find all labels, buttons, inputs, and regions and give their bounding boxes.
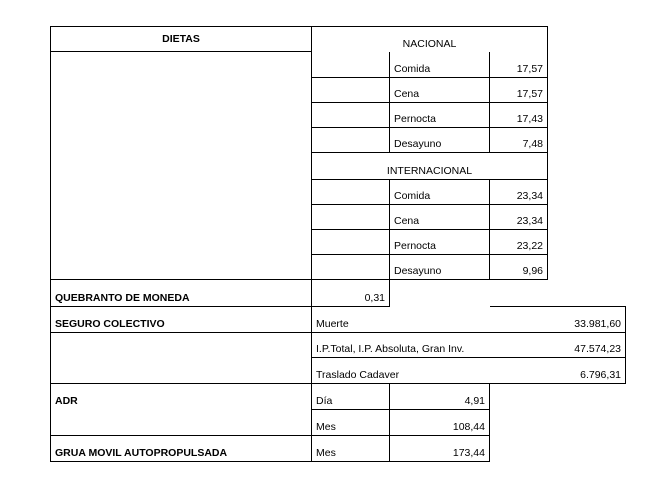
quebranto-value[interactable]: 0,31 [312, 280, 390, 307]
empty-cell[interactable] [312, 78, 390, 103]
empty-cell[interactable] [312, 128, 390, 153]
adr-value[interactable]: 108,44 [390, 410, 490, 436]
seguro-item-value[interactable]: 6.796,31 [490, 358, 626, 384]
nacional-value[interactable]: 7,48 [490, 128, 548, 153]
quebranto-label[interactable]: QUEBRANTO DE MONEDA [50, 280, 312, 307]
seguro-item-label[interactable]: I.P.Total, I.P. Absoluta, Gran Inv. [312, 333, 490, 358]
adr-period[interactable]: Día [312, 384, 390, 410]
internacional-value[interactable]: 23,34 [490, 205, 548, 230]
internacional-label[interactable]: Comida [390, 179, 490, 205]
empty-cell[interactable] [312, 255, 390, 280]
adr-label[interactable]: ADR [50, 384, 312, 436]
empty-cell[interactable] [312, 230, 390, 255]
internacional-value[interactable]: 9,96 [490, 255, 548, 280]
nacional-label[interactable]: Pernocta [390, 103, 490, 128]
grua-value[interactable]: 173,44 [390, 436, 490, 462]
seguro-item-label[interactable]: Traslado Cadaver [312, 358, 490, 384]
internacional-value[interactable]: 23,34 [490, 179, 548, 205]
empty-cell[interactable] [312, 205, 390, 230]
grua-period[interactable]: Mes [312, 436, 390, 462]
internacional-label[interactable]: Desayuno [390, 255, 490, 280]
internacional-header[interactable]: INTERNACIONAL [312, 153, 548, 179]
nacional-value[interactable]: 17,43 [490, 103, 548, 128]
nacional-label[interactable]: Comida [390, 52, 490, 78]
empty-cell[interactable] [312, 52, 390, 78]
dietas-title[interactable]: DIETAS [50, 26, 312, 52]
internacional-label[interactable]: Pernocta [390, 230, 490, 255]
nacional-label[interactable]: Desayuno [390, 128, 490, 153]
nacional-header[interactable]: NACIONAL [312, 26, 548, 52]
seguro-merged-cell[interactable] [50, 333, 312, 384]
grua-label[interactable]: GRUA MOVIL AUTOPROPULSADA [50, 436, 312, 462]
adr-value[interactable]: 4,91 [390, 384, 490, 410]
adr-period[interactable]: Mes [312, 410, 390, 436]
nacional-value[interactable]: 17,57 [490, 78, 548, 103]
seguro-label[interactable]: SEGURO COLECTIVO [50, 307, 312, 333]
internacional-label[interactable]: Cena [390, 205, 490, 230]
nacional-label[interactable]: Cena [390, 78, 490, 103]
seguro-item-label[interactable]: Muerte [312, 307, 490, 333]
empty-cell[interactable] [312, 179, 390, 205]
seguro-item-value[interactable]: 47.574,23 [490, 333, 626, 358]
internacional-value[interactable]: 23,22 [490, 230, 548, 255]
dietas-merged-cell[interactable] [50, 52, 312, 280]
empty-cell[interactable] [490, 280, 626, 307]
empty-cell[interactable] [312, 103, 390, 128]
seguro-item-value[interactable]: 33.981,60 [490, 307, 626, 333]
nacional-value[interactable]: 17,57 [490, 52, 548, 78]
